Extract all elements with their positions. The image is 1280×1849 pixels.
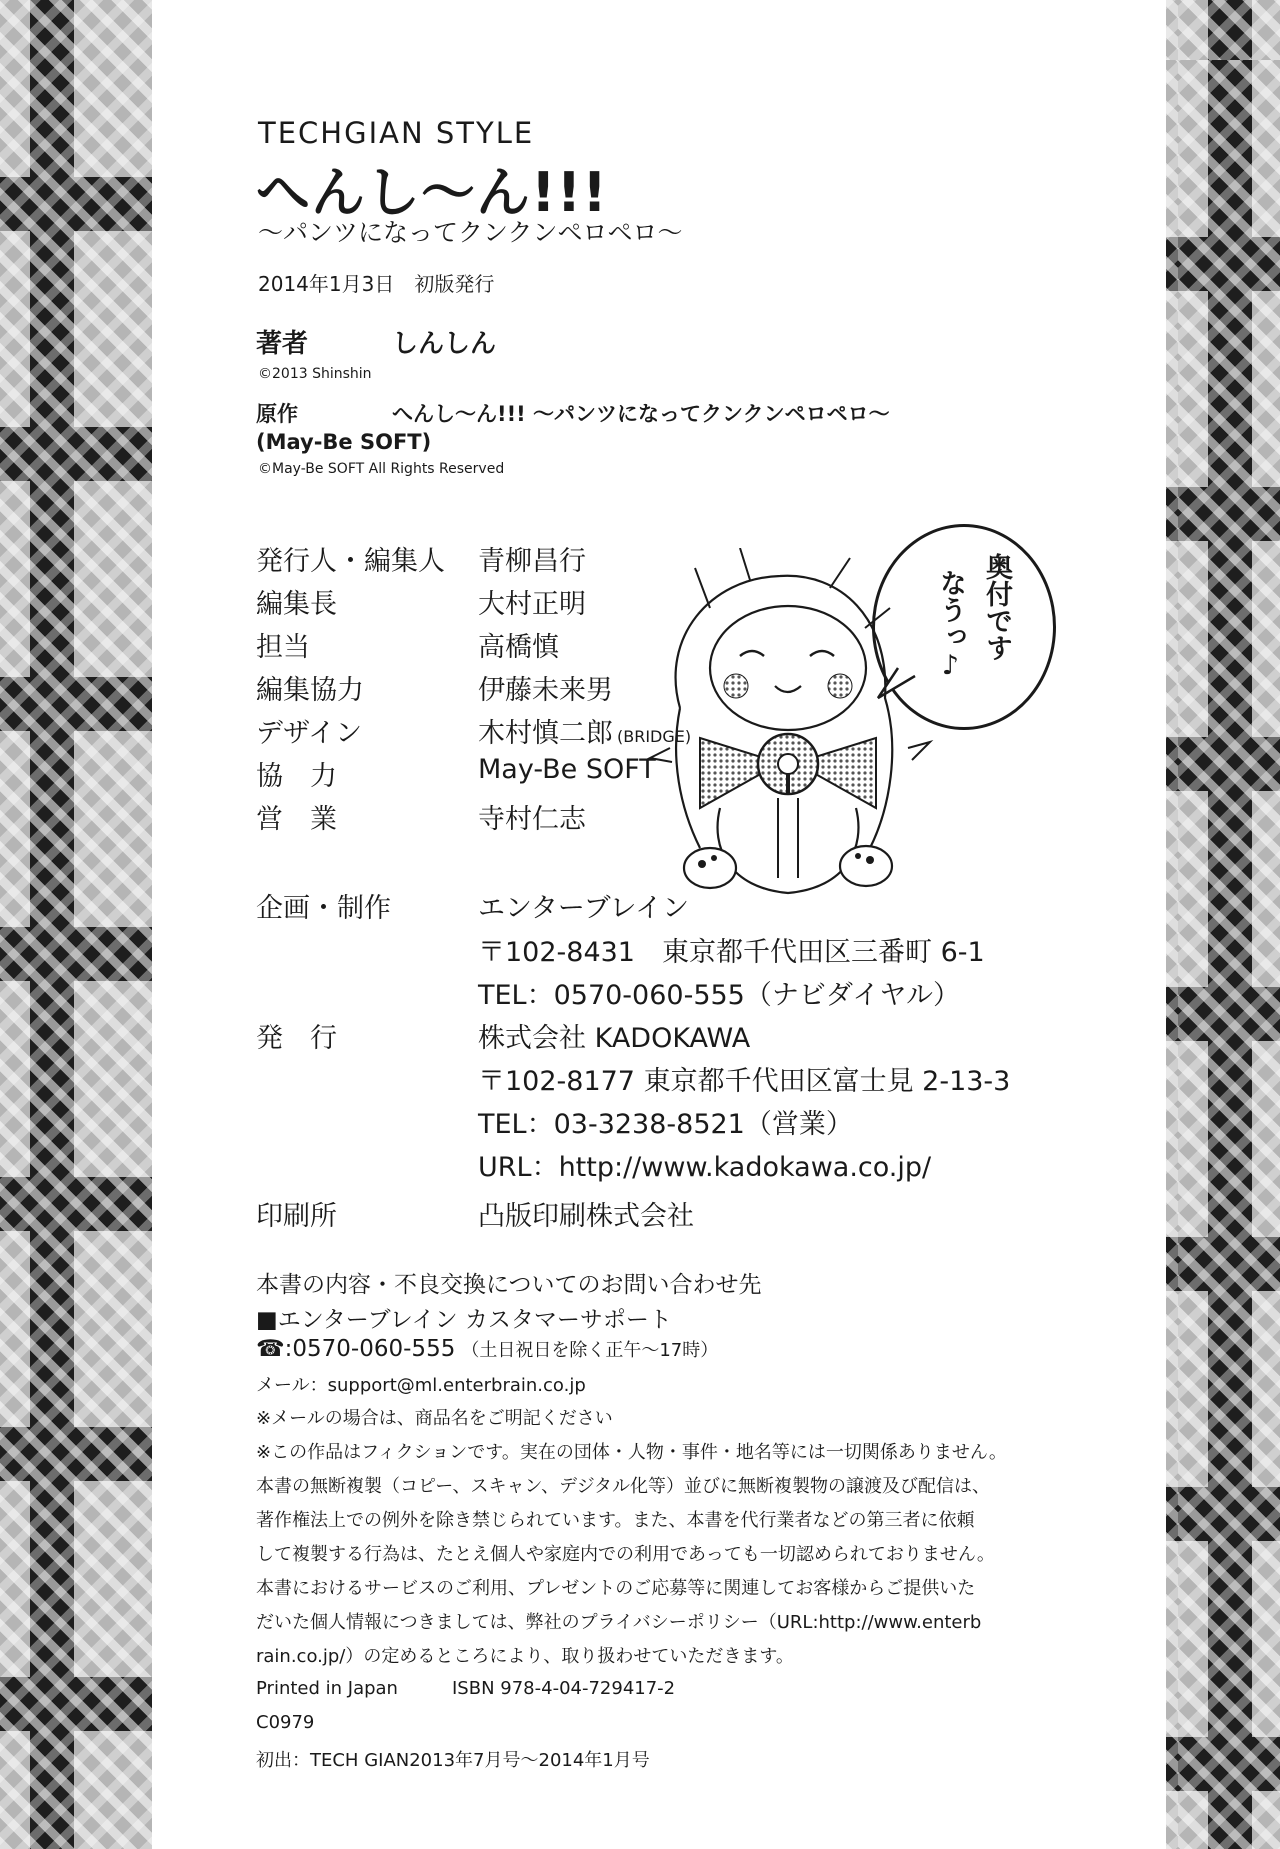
support-phone: ☎:0570-060-555 bbox=[256, 1336, 456, 1362]
credit-label: デザイン bbox=[256, 718, 363, 749]
legal-line: 本書におけるサービスのご利用、プレゼントのご応募等に関連してお客様からご提供いた bbox=[256, 1578, 976, 1599]
support-mail: メール：support@ml.enterbrain.co.jp bbox=[256, 1375, 586, 1396]
credit-value: 青柳昌行 bbox=[478, 546, 586, 577]
plaid-border-right bbox=[1166, 0, 1280, 1849]
original-title: へんし～ん!!! ～パンツになってクンクンペロペロ～ bbox=[392, 402, 890, 426]
support-center: ■エンターブレイン カスタマーサポート bbox=[256, 1307, 672, 1333]
legal-line: だいた個人情報につきましては、弊社のプライバシーポリシー（URL:http://www.enterb bbox=[256, 1612, 982, 1633]
bubble-text-col2: なうっ♪ bbox=[935, 569, 966, 681]
mascot-face bbox=[710, 606, 866, 730]
book-title: へんし～ん!!! bbox=[256, 161, 608, 224]
credit-value: 伊藤未来男 bbox=[478, 675, 613, 706]
legal-line: して複製する行為は、たとえ個人や家庭内での利用であっても一切認められておりません。 bbox=[256, 1544, 995, 1565]
original-copyright: ©May-Be SOFT All Rights Reserved bbox=[258, 461, 505, 477]
production-address: 〒102-8431 東京都千代田区三番町 6-1 bbox=[478, 937, 985, 968]
author-name: しんしん bbox=[392, 329, 497, 359]
legal-line: 本書の無断複製（コピー、スキャン、デジタル化等）並びに無断複製物の譲渡及び配信は、 bbox=[256, 1476, 991, 1497]
credit-value: 大村正明 bbox=[478, 589, 586, 620]
colophon-page bbox=[152, 0, 1166, 1849]
original-brand: (May-Be SOFT) bbox=[256, 430, 432, 454]
bubble-text-col1: 奥付です bbox=[981, 553, 1012, 661]
author-copyright: ©2013 Shinshin bbox=[258, 366, 372, 382]
production-tel: TEL：0570-060-555（ナビダイヤル） bbox=[478, 980, 961, 1011]
printed-in: Printed in Japan bbox=[256, 1678, 398, 1699]
credit-label: 編集協力 bbox=[256, 675, 364, 706]
designer-name: 木村慎二郎 bbox=[478, 718, 613, 749]
credit-value: May-Be SOFT bbox=[478, 754, 656, 785]
credit-value: 高橋慎 bbox=[478, 632, 559, 663]
first-publication: 初出：TECH GIAN2013年7月号～2014年1月号 bbox=[256, 1750, 650, 1771]
credit-label: 協 力 bbox=[256, 761, 337, 792]
credit-label: 営 業 bbox=[256, 804, 337, 835]
publisher-url: URL：http://www.kadokawa.co.jp/ bbox=[478, 1152, 932, 1183]
bubble-tail bbox=[878, 668, 915, 698]
isbn: ISBN 978-4-04-729417-2 bbox=[452, 1678, 676, 1699]
author-label: 著者 bbox=[256, 329, 309, 359]
production-company: エンターブレイン bbox=[478, 893, 690, 924]
publisher-company: 株式会社 KADOKAWA bbox=[478, 1023, 751, 1054]
credit-label: 発行人・編集人 bbox=[256, 546, 445, 577]
printer-company: 凸版印刷株式会社 bbox=[478, 1201, 694, 1232]
production-label: 企画・制作 bbox=[256, 893, 391, 924]
support-hours: （土日祝日を除く正午～17時） bbox=[461, 1340, 719, 1361]
mascot-illustration bbox=[640, 548, 970, 918]
legal-line: rain.co.jp/）の定めるところにより、取り扱わせていただきます。 bbox=[256, 1646, 794, 1667]
credit-label: 編集長 bbox=[256, 589, 337, 620]
support-heading: 本書の内容・不良交換についてのお問い合わせ先 bbox=[256, 1272, 762, 1298]
support-phone-line bbox=[256, 1336, 718, 1362]
legal-line: ※この作品はフィクションです。実在の団体・人物・事件・地名等には一切関係ありません。 bbox=[256, 1442, 1007, 1463]
publisher-address: 〒102-8177 東京都千代田区富士見 2-13-3 bbox=[478, 1066, 1011, 1097]
book-code: C0979 bbox=[256, 1712, 315, 1733]
publisher-tel: TEL：03-3238-8521（営業） bbox=[478, 1109, 853, 1140]
credit-label: 担当 bbox=[256, 632, 310, 663]
publish-date: 2014年1月3日 初版発行 bbox=[258, 272, 495, 296]
support-note: ※メールの場合は、商品名をご明記ください bbox=[256, 1408, 613, 1429]
legal-line: 著作権法上での例外を除き禁じられています。また、本書を代行業者などの第三者に依頼 bbox=[256, 1510, 975, 1531]
book-subtitle: ～パンツになってクンクンペロペロ～ bbox=[258, 218, 683, 247]
original-label: 原作 bbox=[256, 402, 298, 426]
plaid-border-left bbox=[0, 0, 152, 1849]
credit-value: 寺村仁志 bbox=[478, 804, 586, 835]
printer-label: 印刷所 bbox=[256, 1201, 337, 1232]
series-name: TECHGIAN STYLE bbox=[258, 116, 535, 150]
publisher-label: 発 行 bbox=[256, 1023, 337, 1054]
designer-studio: (BRIDGE) bbox=[617, 727, 692, 746]
